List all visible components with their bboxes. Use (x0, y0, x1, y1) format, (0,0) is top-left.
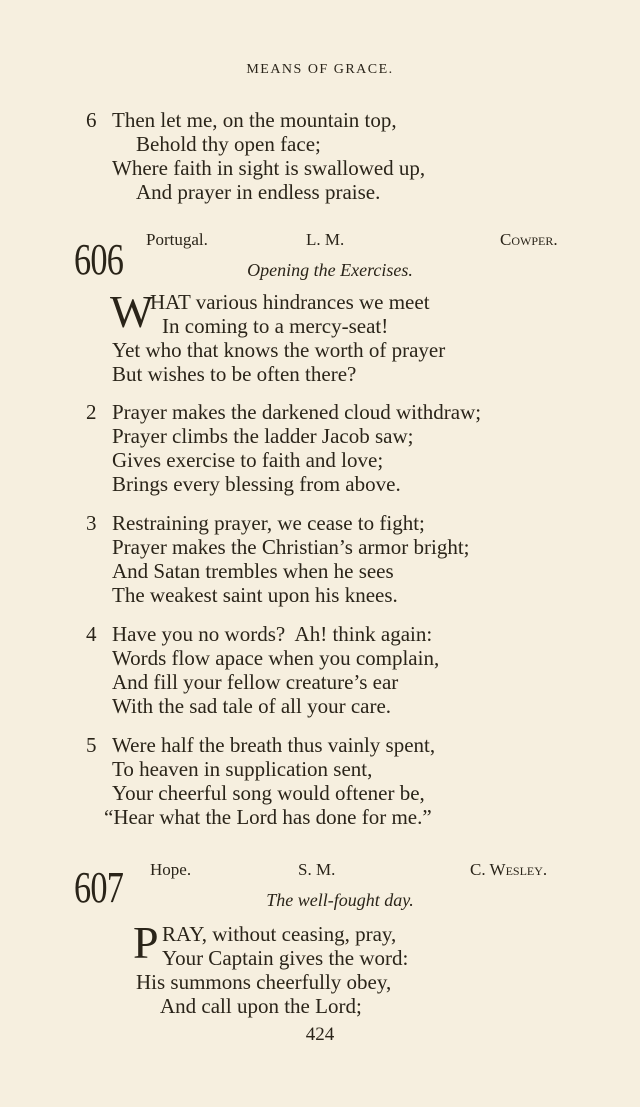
verse-line: With the sad tale of all your care. (112, 694, 392, 718)
verse-line: Brings every blessing from above. (112, 472, 401, 496)
verse-line: Prayer makes the darkened cloud withdraw; (112, 400, 482, 424)
verse-line: And Satan trembles when he sees (112, 559, 394, 583)
verse-line: Yet who that knows the worth of prayer (112, 338, 446, 362)
verse-line: Behold thy open face; (136, 132, 321, 156)
meter: S. M. (298, 860, 336, 879)
verse-number: 5 (86, 733, 97, 757)
verse-line: The weakest saint upon his knees. (112, 583, 398, 607)
verse-line: Words flow apace when you complain, (112, 646, 440, 670)
verse-line: Prayer makes the Christian’s armor bright; (112, 535, 470, 559)
hymn-subtitle: Opening the Exercises. (247, 260, 413, 280)
verse-line: Gives exercise to faith and love; (112, 448, 384, 472)
verse-number: 2 (86, 400, 97, 424)
verse-line: In coming to a mercy-seat! (162, 314, 389, 338)
hymn-number: 606 (74, 235, 124, 284)
verse-line: And call upon the Lord; (160, 994, 362, 1018)
verse-line: HAT various hindrances we meet (150, 290, 430, 314)
verse-line: His summons cheerfully obey, (136, 970, 392, 994)
drop-cap: P (133, 917, 159, 968)
running-header: MEANS OF GRACE. (246, 62, 394, 77)
tune-name: Portugal. (146, 230, 208, 249)
verse-number: 6 (86, 108, 97, 132)
verse-number: 3 (86, 511, 97, 535)
page-number: 424 (305, 1024, 335, 1045)
verse-line: Your cheerful song would oftener be, (112, 781, 425, 805)
verse-line: And fill your fellow creature’s ear (112, 670, 399, 694)
hymn-subtitle: The well-fought day. (266, 890, 414, 910)
verse-line: Restraining prayer, we cease to fight; (112, 511, 425, 535)
verse-line: “Hear what the Lord has done for me.” (104, 805, 432, 829)
verse-line: Your Captain gives the word: (162, 946, 409, 970)
verse-line: But wishes to be often there? (112, 362, 357, 386)
verse-line: And prayer in endless praise. (136, 180, 381, 204)
meter: L. M. (306, 230, 345, 249)
verse-number: 4 (86, 622, 97, 646)
verse-line: Were half the breath thus vainly spent, (112, 733, 436, 757)
verse-line: Then let me, on the mountain top, (112, 108, 397, 132)
hymn-number: 607 (74, 863, 124, 912)
verse-line: Prayer climbs the ladder Jacob saw; (112, 424, 414, 448)
author: Cowper. (500, 230, 558, 249)
drop-cap: W (110, 286, 154, 337)
author: C. Wesley. (470, 860, 548, 879)
tune-name: Hope. (150, 860, 192, 879)
verse-line: To heaven in supplication sent, (112, 757, 373, 781)
verse-line: RAY, without ceasing, pray, (162, 922, 397, 946)
verse-line: Have you no words? Ah! think again: (112, 622, 433, 646)
verse-line: Where faith in sight is swallowed up, (112, 156, 426, 180)
